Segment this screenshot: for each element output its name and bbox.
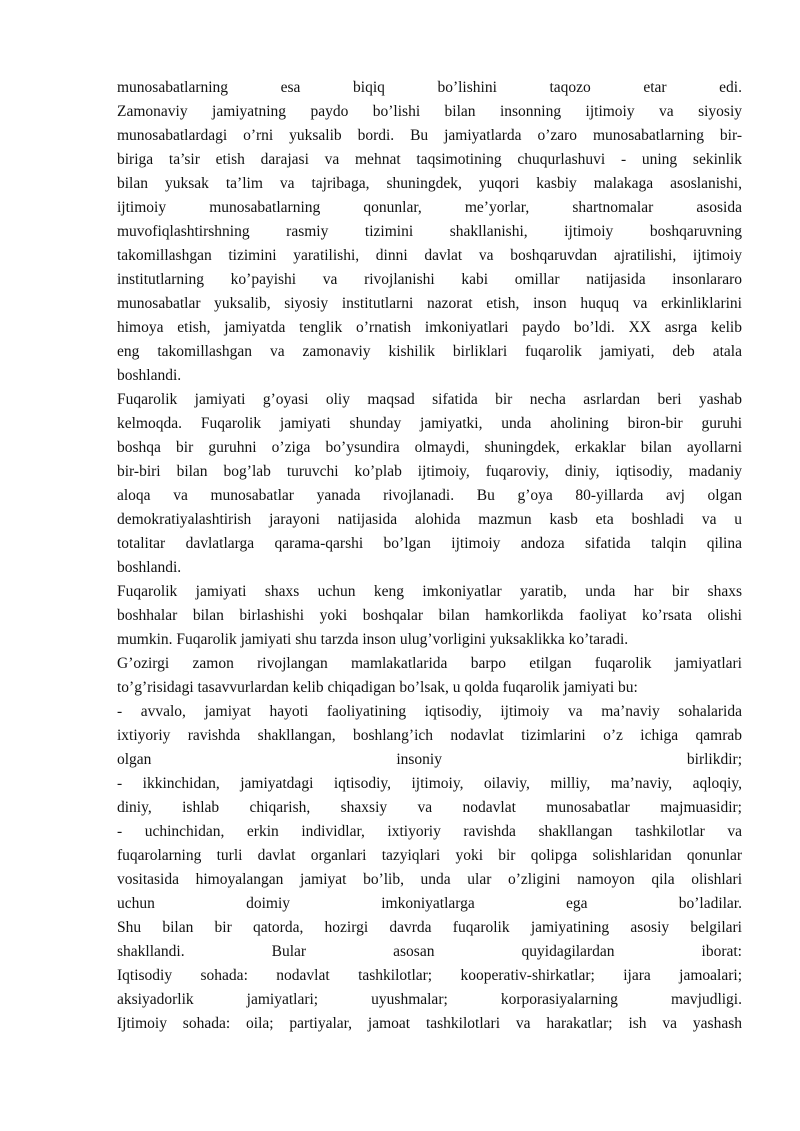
text-line: institutlarning ko’payishi va rivojlanishi kabi omillar natijasida insonlararo <box>117 271 742 288</box>
text-line: to’g’risidagi tasavvurlardan kelib chiqadigan bo’lsak, u qolda fuqarolik jamiyati bu: <box>117 679 638 696</box>
text-line: kelmoqda. Fuqarolik jamiyati shunday jamiyatki, unda aholining biron-bir guruhi <box>117 415 742 432</box>
text-line: - ikkinchidan, jamiyatdagi iqtisodiy, ijtimoiy, oilaviy, milliy, ma’naviy, aqloqiy, <box>117 775 742 792</box>
text-line: aksiyadorlik jamiyatlari; uyushmalar; korporasiyalarning mavjudligi. <box>117 991 742 1008</box>
text-line: shakllandi. Bular asosan quyidagilardan iborat: <box>117 943 742 960</box>
text-line: ixtiyoriy ravishda shakllangan, boshlang’ich nodavlat tizimlarini o’z ichiga qamrab <box>117 727 742 744</box>
text-line: Ijtimoiy sohada: oila; partiyalar, jamoat tashkilotlari va harakatlar; ish va yashash <box>117 1015 742 1032</box>
text-line: himoya etish, jamiyatda tenglik o’rnatish imkoniyatlari paydo bo’ldi. XX asrga kelib <box>117 319 742 336</box>
text-line: fuqarolarning turli davlat organlari tazyiqlari yoki bir qolipga solishlaridan qonunlar <box>117 847 742 864</box>
text-line: eng takomillashgan va zamonaviy kishilik birliklari fuqarolik jamiyati, deb atala <box>117 343 742 360</box>
text-line: vositasida himoyalangan jamiyat bo’lib, unda ular o’zligini namoyon qila olishlari <box>117 871 742 888</box>
text-line: munosabatlar yuksalib, siyosiy institutlarni nazorat etish, inson huquq va erkinliklarini <box>117 295 742 312</box>
text-line: - uchinchidan, erkin individlar, ixtiyoriy ravishda shakllangan tashkilotlar va <box>117 823 742 840</box>
text-line: mumkin. Fuqarolik jamiyati shu tarzda inson ulug’vorligini yuksaklikka ko’taradi. <box>117 631 629 648</box>
text-line: aloqa va munosabatlar yanada rivojlanadi. Bu g’oya 80-yillarda avj olgan <box>117 487 742 504</box>
text-line: takomillashgan tizimini yaratilishi, dinni davlat va boshqaruvdan ajratilishi, ijtimoiy <box>117 247 742 264</box>
text-line: totalitar davlatlarga qarama-qarshi bo’lgan ijtimoiy andoza sifatida talqin qilina <box>117 535 742 552</box>
text-line: G’ozirgi zamon rivojlangan mamlakatlarida barpo etilgan fuqarolik jamiyatlari <box>117 655 742 672</box>
text-line: boshlandi. <box>117 367 182 384</box>
document-page <box>117 76 742 1036</box>
text-line: olgan insoniy birlikdir; <box>117 751 742 768</box>
text-line: boshqa bir guruhni o’ziga bo’ysundira olmaydi, shuningdek, erkaklar bilan ayollarni <box>117 439 742 456</box>
text-line: boshlandi. <box>117 559 182 576</box>
text-line: Fuqarolik jamiyati g’oyasi oliy maqsad sifatida bir necha asrlardan beri yashab <box>117 391 742 408</box>
text-line: diniy, ishlab chiqarish, shaxsiy va nodavlat munosabatlar majmuasidir; <box>117 799 742 816</box>
text-line: biriga ta’sir etish darajasi va mehnat taqsimotining chuqurlashuvi - uning sekinlik <box>117 151 742 168</box>
text-line: bilan yuksak ta’lim va tajribaga, shuningdek, yuqori kasbiy malakaga asoslanishi, <box>117 175 742 192</box>
text-line: bir-biri bilan bog’lab turuvchi ko’plab ijtimoiy, fuqaroviy, diniy, iqtisodiy, madaniy <box>117 463 742 480</box>
text-line: munosabatlardagi o’rni yuksalib bordi. Bu jamiyatlarda o’zaro munosabatlarning bir- <box>117 127 742 144</box>
text-line: uchun doimiy imkoniyatlarga ega bo’ladilar. <box>117 895 742 912</box>
text-line: boshhalar bilan birlashishi yoki boshqalar bilan hamkorlikda faoliyat ko’rsata olishi <box>117 607 742 624</box>
text-line: demokratiyalashtirish jarayoni natijasida alohida mazmun kasb eta boshladi va u <box>117 511 742 528</box>
text-line: munosabatlarning esa biqiq bo’lishini taqozo etar edi. <box>117 79 742 96</box>
text-line: Zamonaviy jamiyatning paydo bo’lishi bilan insonning ijtimoiy va siyosiy <box>117 103 742 120</box>
text-line: Iqtisodiy sohada: nodavlat tashkilotlar; kooperativ-shirkatlar; ijara jamoalari; <box>117 967 742 984</box>
text-line: Shu bilan bir qatorda, hozirgi davrda fuqarolik jamiyatining asosiy belgilari <box>117 919 742 936</box>
text-line: Fuqarolik jamiyati shaxs uchun keng imkoniyatlar yaratib, unda har bir shaxs <box>117 583 742 600</box>
text-line: - avvalo, jamiyat hayoti faoliyatining iqtisodiy, ijtimoiy va ma’naviy sohalarida <box>117 703 742 720</box>
text-line: ijtimoiy munosabatlarning qonunlar, me’yorlar, shartnomalar asosida <box>117 199 742 216</box>
text-line: muvofiqlashtirshning rasmiy tizimini shakllanishi, ijtimoiy boshqaruvning <box>117 223 742 240</box>
